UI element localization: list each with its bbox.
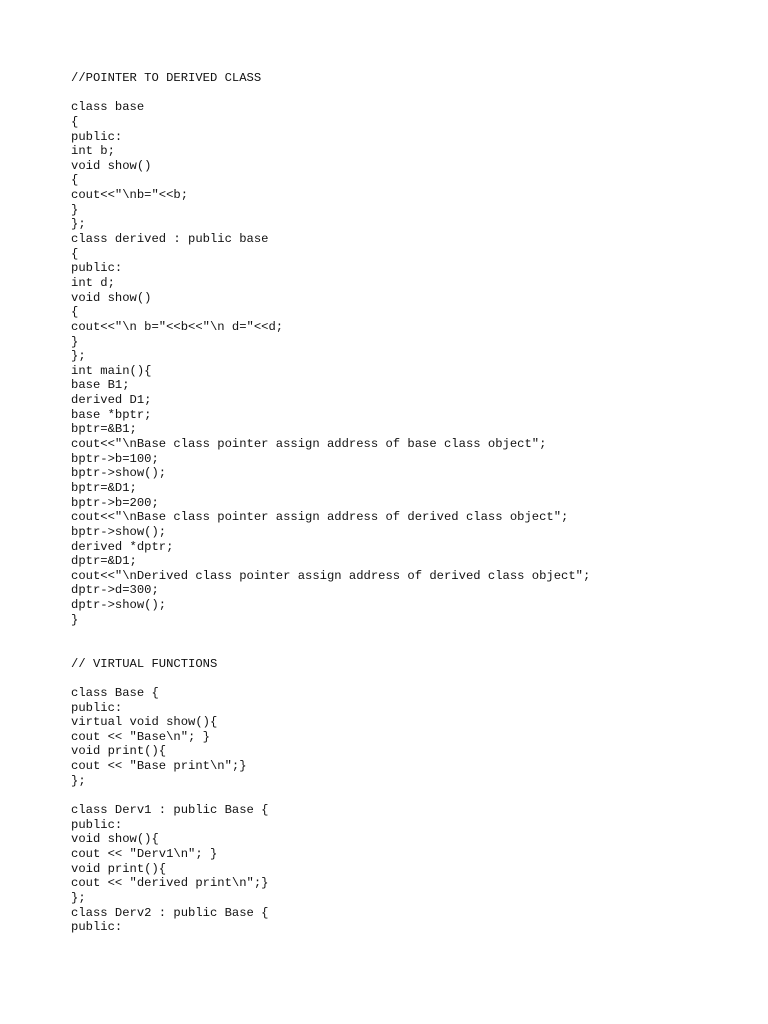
code-line: public: [71,129,123,144]
code-line: cout<<"\nb="<<b; [71,188,189,203]
section-heading-virtual-functions: // VIRTUAL FUNCTIONS [71,656,218,671]
blank-line [71,788,751,803]
code-block-base-class [71,686,751,788]
code-line: bptr->b=200; [71,495,159,510]
code-line: { [71,114,79,129]
code-line: dptr->show(); [71,598,167,613]
code-line: } [71,334,79,349]
code-line: int main(){ [71,363,152,378]
code-line: class derived : public base [71,232,269,247]
code-line: cout<<"\nDerived class pointer assign address of derived class object"; [71,568,591,583]
code-block-derived-classes [71,803,751,935]
code-line: derived D1; [71,393,152,408]
code-line: void show() [71,290,152,305]
section-heading-pointer-to-derived: //POINTER TO DERIVED CLASS [71,71,262,85]
code-line: public: [71,700,123,715]
code-line: }; [71,890,86,905]
blank-line [71,671,751,686]
code-line: dptr->d=300; [71,583,159,598]
code-line: void print(){ [71,744,167,759]
code-line: public: [71,817,123,832]
blank-line [71,86,751,101]
code-line: public: [71,261,123,276]
code-line: } [71,202,79,217]
code-line: { [71,305,79,320]
code-line: { [71,246,79,261]
code-line: bptr=&B1; [71,422,137,437]
code-line: base B1; [71,378,130,393]
code-block-pointer-to-derived [71,100,751,627]
code-line: cout<<"\nBase class pointer assign address of base class object"; [71,437,547,452]
blank-gap [71,627,751,656]
code-line: cout << "Derv1\n"; } [71,846,218,861]
code-line: cout<<"\n b="<<b<<"\n d="<<d; [71,319,284,334]
code-line: bptr->show(); [71,466,167,481]
code-line: cout << "Base print\n";} [71,759,247,774]
code-line: void show(){ [71,832,159,847]
code-line: class Derv1 : public Base { [71,803,269,818]
code-line: bptr->show(); [71,524,167,539]
code-line: }; [71,217,86,232]
code-line: } [71,612,79,627]
code-line: public: [71,920,123,935]
code-line: derived *dptr; [71,539,174,554]
code-line: bptr->b=100; [71,451,159,466]
code-line: void print(){ [71,861,167,876]
code-line: base *bptr; [71,407,152,422]
code-line: }; [71,773,86,788]
code-line: cout<<"\nBase class pointer assign address of derived class object"; [71,510,569,525]
code-line: cout << "Base\n"; } [71,729,210,744]
document-page [71,71,751,935]
code-line: int d; [71,275,115,290]
code-line: }; [71,349,86,364]
code-line: dptr=&D1; [71,554,137,569]
code-line: { [71,173,79,188]
code-line: virtual void show(){ [71,715,218,730]
code-line: cout << "derived print\n";} [71,876,269,891]
code-line: bptr=&D1; [71,480,137,495]
code-line: void show() [71,158,152,173]
code-line: class base [71,100,145,115]
code-line: int b; [71,144,115,159]
code-line: class Derv2 : public Base { [71,905,269,920]
code-line: class Base { [71,685,159,700]
